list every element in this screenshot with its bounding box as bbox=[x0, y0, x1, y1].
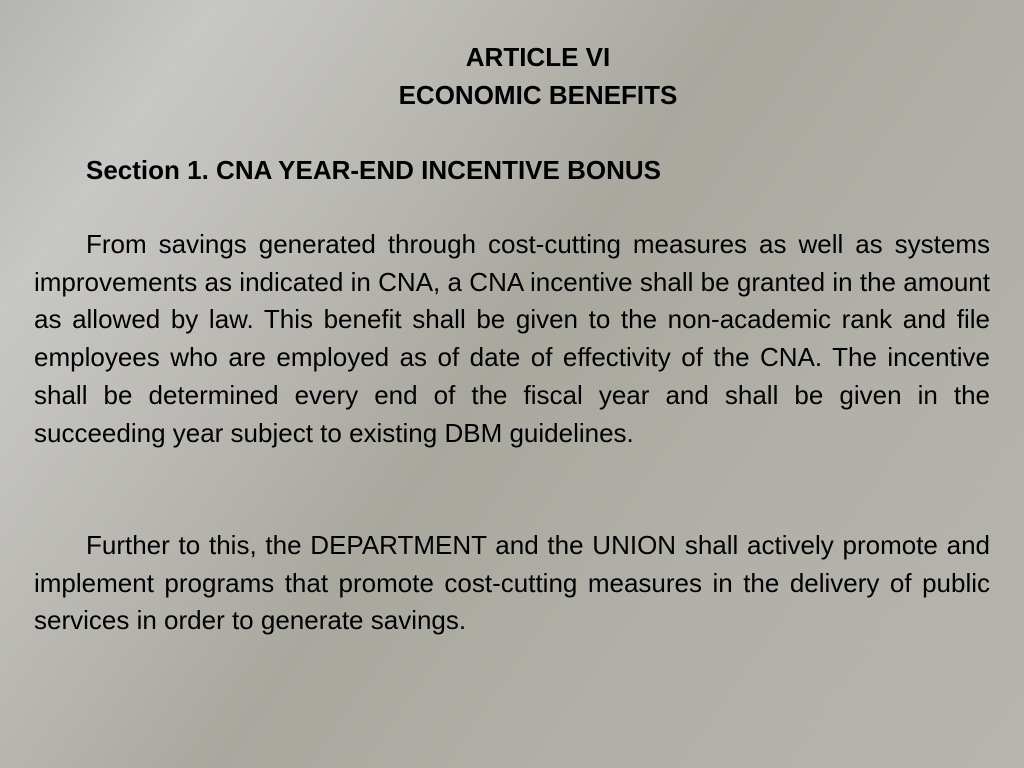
section-title: Section 1. CNA YEAR-END INCENTIVE BONUS bbox=[86, 155, 661, 185]
paragraph-cost-cutting: Further to this, the DEPARTMENT and the UNION shall actively promote and implement programs that promote cost-cutting measures in the delivery of public services in order to generate savings. bbox=[34, 530, 990, 636]
article-number: ARTICLE VI bbox=[465, 42, 611, 72]
article-title: ECONOMIC BENEFITS bbox=[398, 80, 678, 110]
paragraph-incentive: From savings generated through cost-cutting measures as well as systems improvements as indicated in CNA, a CNA incentive shall be granted in the amount as allowed by law. This benefit shall be given to the non-academic rank and file employees who are employed as of date of effectivity of the CNA. The incentive shall be determined every end of the fiscal year and shall be given in the succeeding year subject to existing DBM guidelines. bbox=[34, 229, 990, 448]
